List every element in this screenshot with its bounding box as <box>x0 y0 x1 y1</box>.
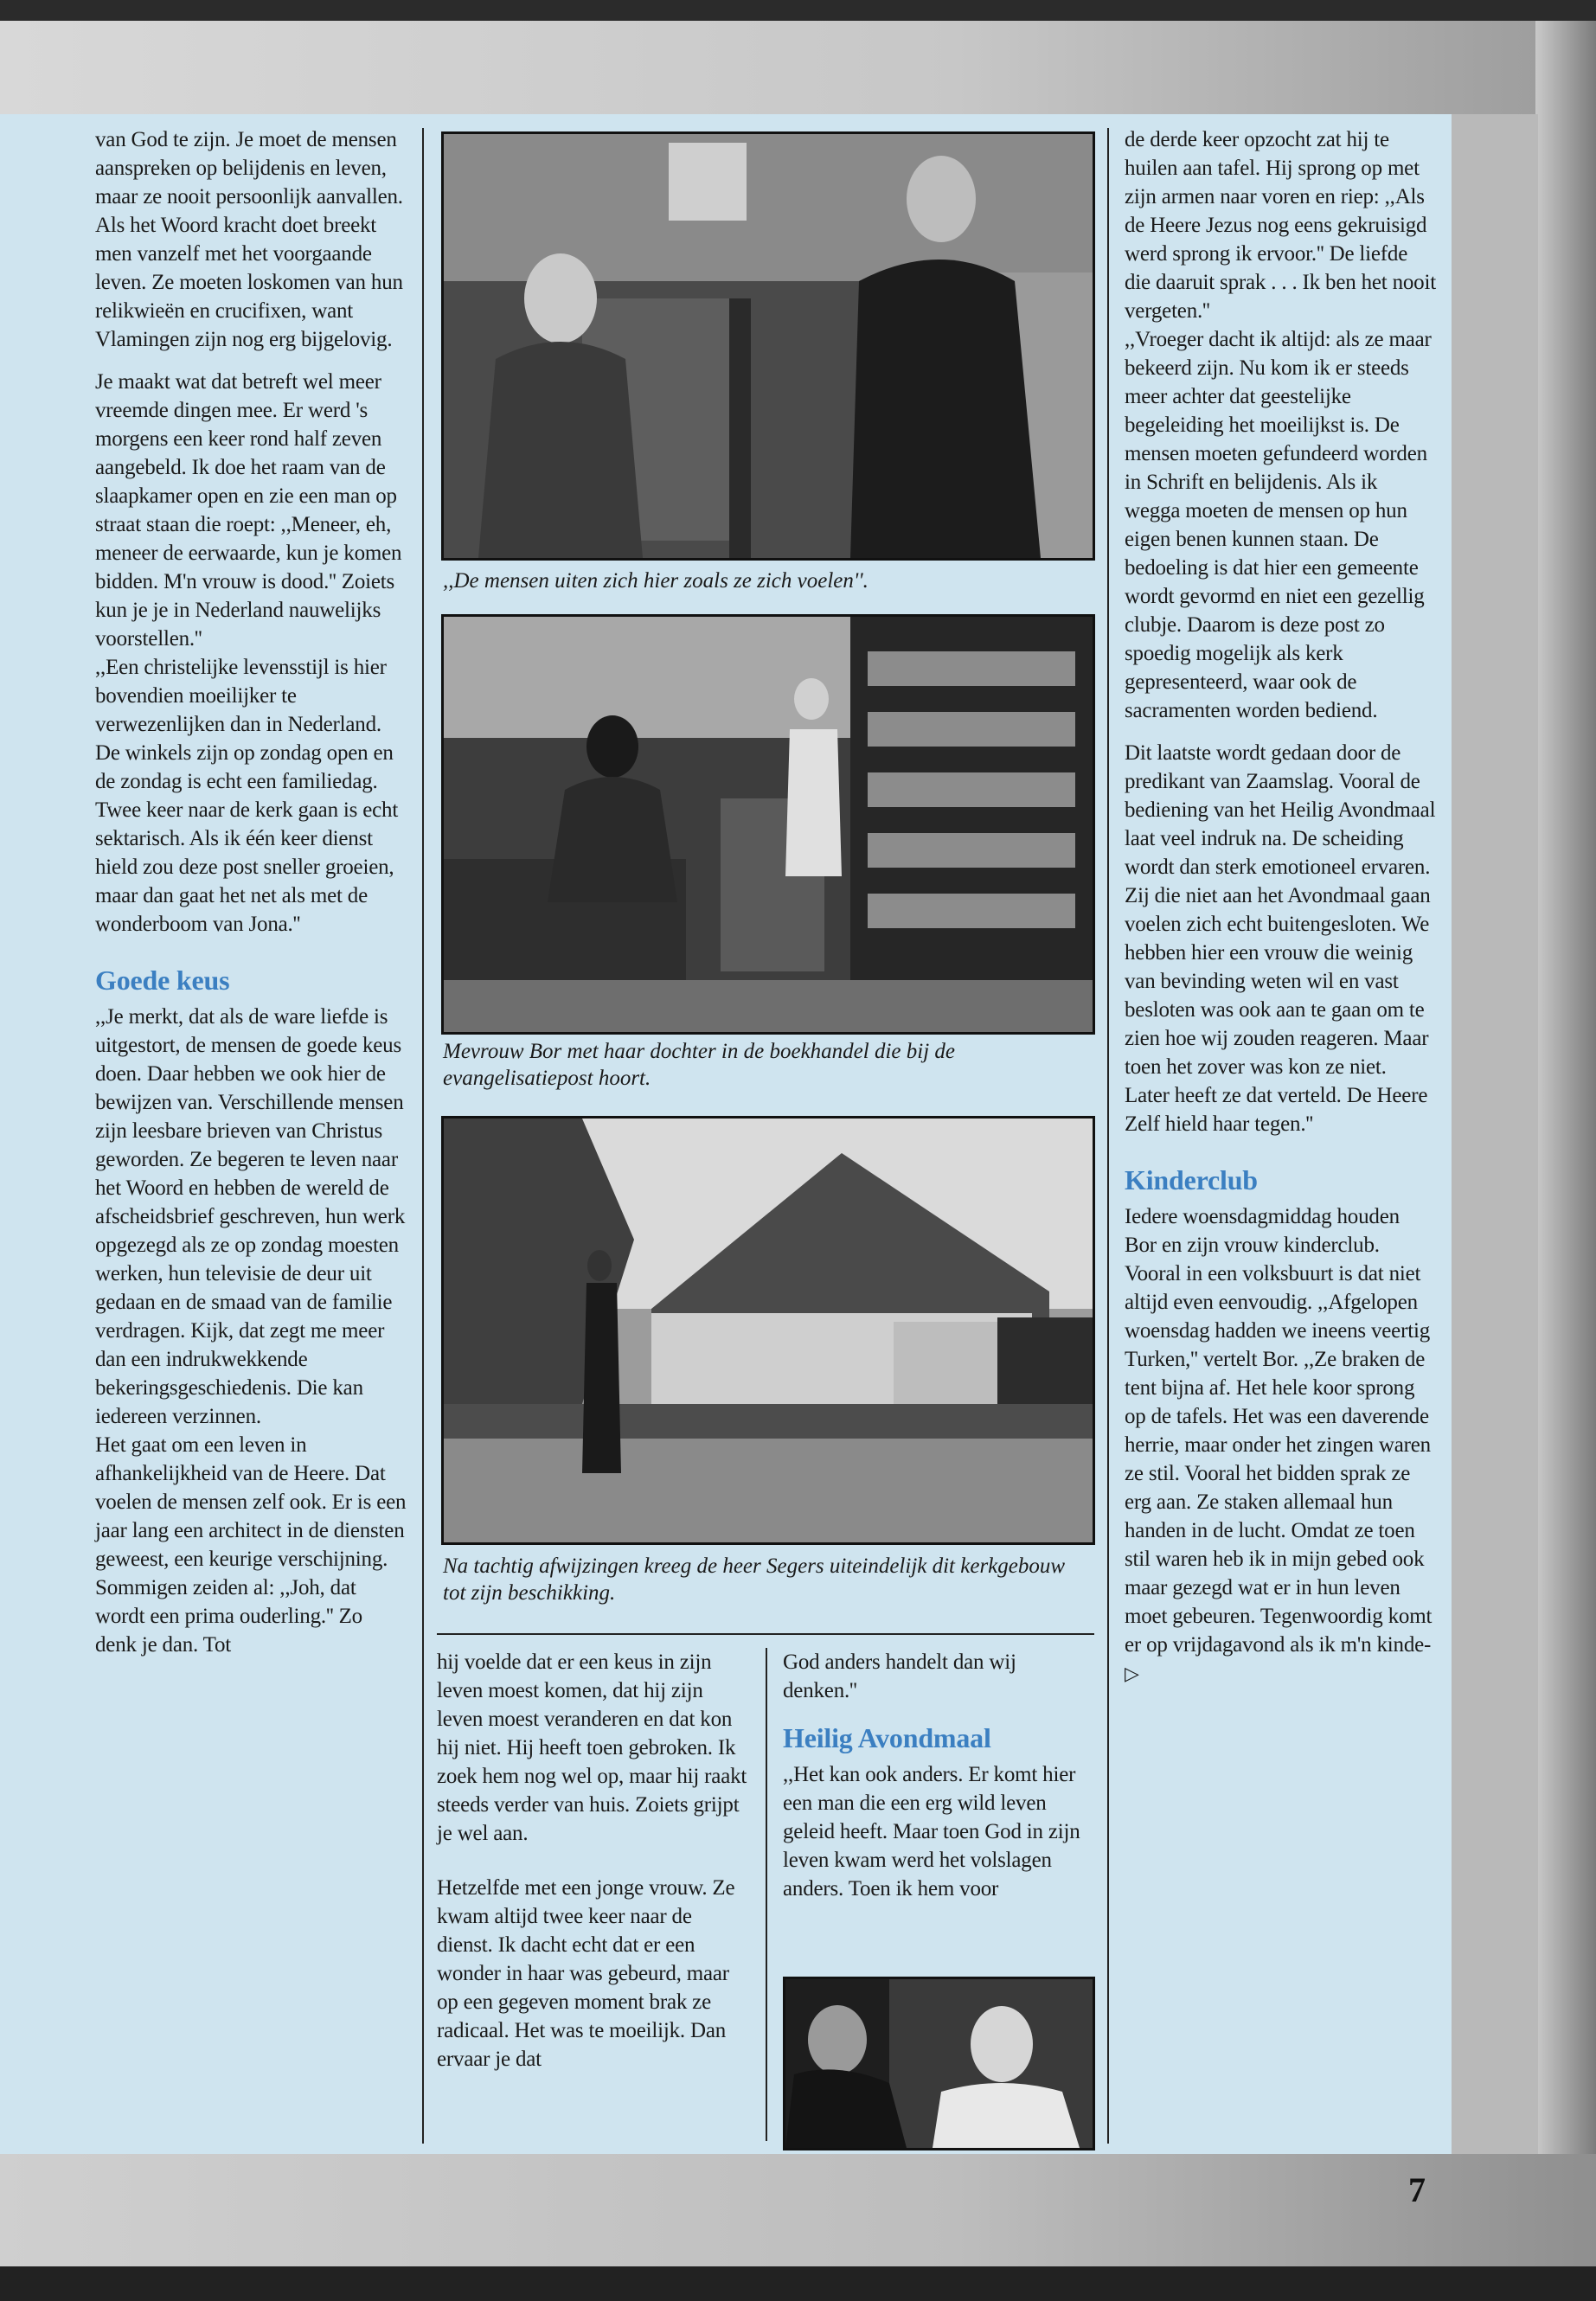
continuation-arrow-icon: ▷ <box>1125 1663 1139 1684</box>
photo-bookshop-image <box>444 617 1093 1032</box>
photo-bookshop <box>441 614 1095 1035</box>
photo-caption: ,,De mensen uiten zich hier zoals ze zich voelen''. <box>443 569 869 593</box>
paragraph <box>1125 1202 1436 1688</box>
paragraph: ,,Vroeger dacht ik altijd: als ze maar bekeerd zijn. Nu kom ik er steeds meer achter dat geestelijke begeleiding het moeilijkst is. De mensen moeten gefundeerd worden in Schrift en belijdenis. Als ik wegga moeten de mensen op hun eigen benen kunnen staan. De bedoeling is dat hier een gemeente wordt gevormd en niet een gezellig clubje. Daarom is deze post zo spoedig mogelijk als kerk gepresenteerd, waar ook de sacramenten worden bediend. <box>1125 328 1432 722</box>
page-number: 7 <box>1408 2170 1426 2209</box>
paragraph-text: Iedere woensdagmiddag houden Bor en zijn vrouw kinderclub. Vooral in een volksbuurt is dat niet altijd even eenvoudig. ,,Afgelopen woensdag hadden we ineens veertig Turken,'' vertelt Bor. ,,Ze braken de tent bijna af. Het hele koor sprong op de tafels. Het was een daverende herrie, maar onder het zingen waren ze stil. Vooral het bidden sprak ze erg aan. Ze staken allemaal hun handen in de lucht. Omdat ze toen stil waren heb ik in mijn gebed ook maar gezegd wat er in hun leven moet gebeuren. Tegenwoordig komt er op vrijdagavond als ik m'n kinde- <box>1125 1205 1433 1657</box>
scan-border-top <box>0 0 1596 21</box>
paragraph: van God te zijn. Je moet de mensen aanspreken op belijdenis en leven, maar ze nooit persoonlijk aanvallen. Als het Woord kracht doet breekt men vanzelf met het voorgaande leven. Ze moeten loskomen van hun relikwieën en crucifixen, want Vlamingen zijn nog erg bijgelovig. <box>95 128 403 351</box>
column-divider <box>422 128 424 2144</box>
column-divider <box>1107 128 1109 2144</box>
section-heading: Kinderclub <box>1125 1164 1258 1195</box>
photo-visit <box>783 1977 1095 2150</box>
photo-conversation <box>441 131 1095 561</box>
paragraph: Dit laatste wordt gedaan door de predikant van Zaamslag. Vooral de bediening van het Heilig Avondmaal laat veel indruk na. De scheiding wordt dan sterk emotioneel ervaren. Zij die niet aan het Avondmaal gaan voelen zich echt buitengesloten. We hebben hier een vrouw die weinig van bevinding weten wil en vast besloten was ook aan te gaan om te zien hoe wij zouden reageren. Maar toen het zover was kon ze niet. Later heeft ze dat verteld. De Heere Zelf hield haar tegen.'' <box>1125 741 1436 1136</box>
section-heading: Heilig Avondmaal <box>783 1722 991 1753</box>
mid-text-column-b <box>783 1648 1094 1917</box>
paragraph: Het gaat om een leven in afhankelijkheid van de Heere. Dat voelen de mensen zelf ook. Er is een jaar lang een architect in de diensten geweest, een keurige verschijning. Sommigen zeiden al: ,,Joh, dat wordt een prima ouderling.'' Zo denk je dan. Tot <box>95 1433 407 1657</box>
paragraph: ,,Een christelijke levensstijl is hier bovendien moeilijker te verwezenlijken dan in Nederland. De winkels zijn op zondag open en de zondag is echt een familiedag. Twee keer naar de kerk gaan is echt sektarisch. Als ik één keer dienst hield zou deze post sneller groeien, maar dan gaat het net als met de wonderboom van Jona.'' <box>95 656 399 936</box>
section-divider <box>437 1633 1094 1635</box>
paragraph: ,,Het kan ook anders. Er komt hier een man die een erg wild leven geleid heeft. Maar toen God in zijn leven kwam werd het volslagen anders. Toen ik hem voor <box>783 1763 1080 1900</box>
mid-text-column-a <box>437 1648 748 2087</box>
photo-caption: Mevrouw Bor met haar dochter in de boekhandel die bij de evangelisatiepost hoort. <box>443 1040 955 1090</box>
paragraph: de derde keer opzocht zat hij te huilen aan tafel. Hij sprong op met zijn armen naar voren en riep: ,,Als de Heere Jezus nog eens gekruisigd werd sprong ik ervoor.'' De liefde die daaruit sprak . . . Ik ben het nooit vergeten.'' <box>1125 128 1436 323</box>
scan-margin-right <box>1535 21 1596 2266</box>
scan-margin-bottom <box>0 2154 1596 2266</box>
section-heading: Goede keus <box>95 965 230 996</box>
scan-border-bottom <box>0 2266 1596 2301</box>
photo-caption: Na tachtig afwijzingen kreeg de heer Segers uiteindelijk dit kerkgebouw tot zijn beschikking. <box>443 1554 1066 1605</box>
photo-church-image <box>444 1118 1093 1542</box>
photo-church <box>441 1116 1095 1545</box>
paragraph: Je maakt wat dat betreft wel meer vreemde dingen mee. Er werd 's morgens een keer rond half zeven aangebeld. Ik doe het raam van de slaapkamer open en zie een man op straat staan die roept: ,,Meneer, eh, meneer de eerwaarde, kun je komen bidden. M'n vrouw is dood.'' Zoiets kun je je in Nederland nauwelijks voorstellen.'' <box>95 370 402 651</box>
paragraph: hij voelde dat er een keus in zijn leven moest komen, dat hij zijn leven moest veranderen en dat kon hij niet. Hij heeft toen gebroken. Ik zoek hem nog wel op, maar hij raakt steeds verder van huis. Zoiets grijpt je wel aan. <box>437 1650 747 1845</box>
left-text-column <box>95 125 407 1673</box>
paragraph: Hetzelfde met een jonge vrouw. Ze kwam altijd twee keer naar de dienst. Ik dacht echt dat er een wonder in haar was gebeurd, maar op een gegeven moment brak ze radicaal. Het was te moeilijk. Dan ervaar je dat <box>437 1876 735 2071</box>
paragraph: God anders handelt dan wij denken.'' <box>783 1650 1016 1702</box>
scan-margin-top <box>0 21 1596 114</box>
right-text-column <box>1125 125 1436 1702</box>
photo-conversation-image <box>444 134 1093 558</box>
photo-visit-image <box>785 1979 1093 2148</box>
paragraph: ,,Je merkt, dat als de ware liefde is uitgestort, de mensen de goede keus doen. Daar hebben we ook hier de bewijzen van. Verschillende mensen zijn leesbare brieven van Christus geworden. Ze begeren te leven naar het Woord en hebben de wereld de afscheidsbrief geschreven, hun werk opgezegd als ze op zondag moesten werken, hun televisie de deur uit gedaan en de smaad van de familie verdragen. Kijk, dat zegt me meer dan een indrukwekkende bekeringsgeschiedenis. Die kan iedereen verzinnen. <box>95 1005 406 1428</box>
column-divider <box>766 1648 767 2141</box>
page-gutter <box>1452 114 1538 2154</box>
